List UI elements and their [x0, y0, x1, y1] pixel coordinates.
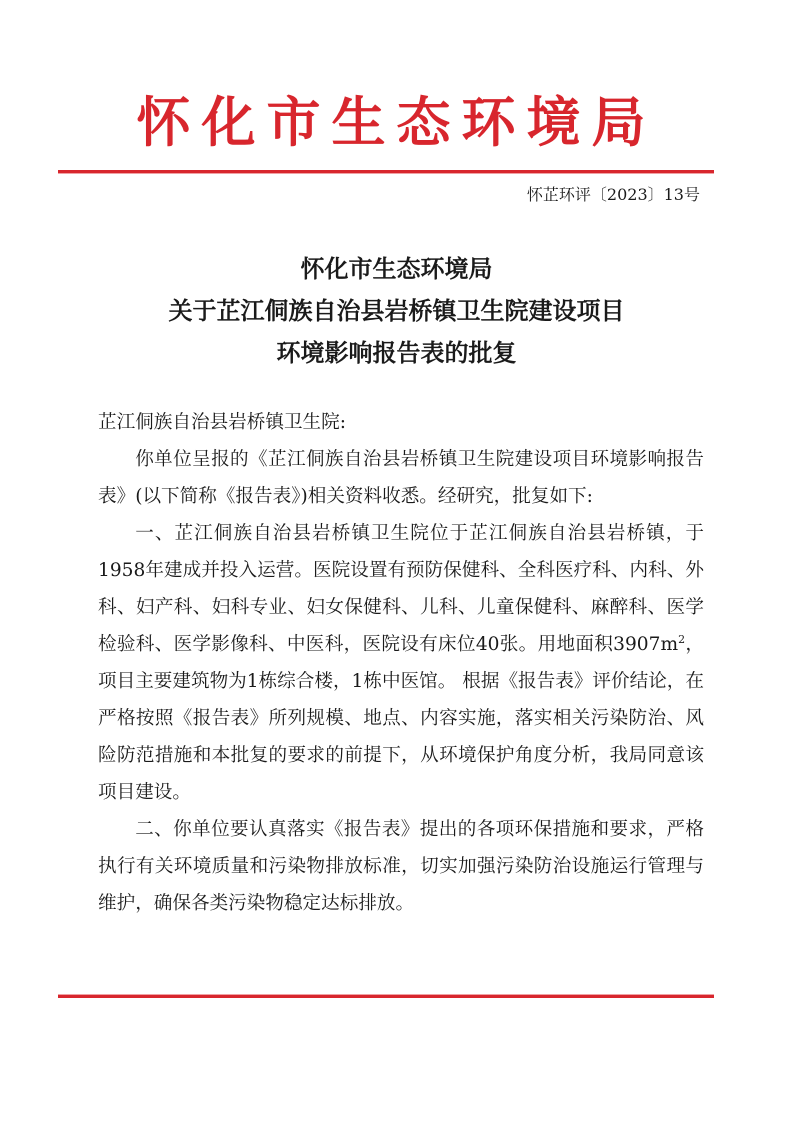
area-unit-superscript: 2	[678, 632, 686, 646]
paragraph-2: 二、你单位要认真落实《报告表》提出的各项环保措施和要求，严格执行有关环境质量和污染物排放标准，切实加强污染防治设施运行管理与维护，确保各类污染物稳定达标排放。	[98, 819, 704, 914]
document-number: 怀芷环评〔2023〕13号	[526, 185, 700, 204]
document-body	[98, 404, 704, 922]
salutation: 芷江侗族自治县岩桥镇卫生院:	[98, 412, 346, 433]
letterhead-org-name: 怀化市生态环境局	[136, 90, 657, 154]
document-title	[0, 248, 793, 374]
intro-paragraph: 你单位呈报的《芷江侗族自治县岩桥镇卫生院建设项目环境影响报告表》(以下简称《报告表》)相关资料收悉。经研究，批复如下:	[98, 449, 704, 507]
title-line-2: 关于芷江侗族自治县岩桥镇卫生院建设项目	[168, 296, 625, 325]
title-line-1: 怀化市生态环境局	[300, 254, 493, 283]
footer-red-rule	[58, 994, 714, 998]
title-line-3: 环境影响报告表的批复	[276, 338, 517, 367]
paragraph-1	[98, 515, 704, 811]
letterhead-red-rule	[58, 170, 714, 174]
paragraph-1-text-b: ，项目主要建筑物为1栋综合楼，1栋中医馆。 根据《报告表》评价结论，在严格按照《报告表》所列规模、地点、内容实施，落实相关污染防治、风险防范措施和本批复的要求的前提下，从环境保护角度分析，我局同意该项目建设。	[98, 634, 704, 803]
paragraph-1-text-a: 一、芷江侗族自治县岩桥镇卫生院位于芷江侗族自治县岩桥镇，于1958年建成并投入运营。医院设置有预防保健科、全科医疗科、内科、外科、妇产科、妇科专业、妇女保健科、儿科、儿童保健科、麻醉科、医学检验科、医学影像科、中医科，医院设有床位40张。用地面积3907m	[98, 523, 704, 655]
